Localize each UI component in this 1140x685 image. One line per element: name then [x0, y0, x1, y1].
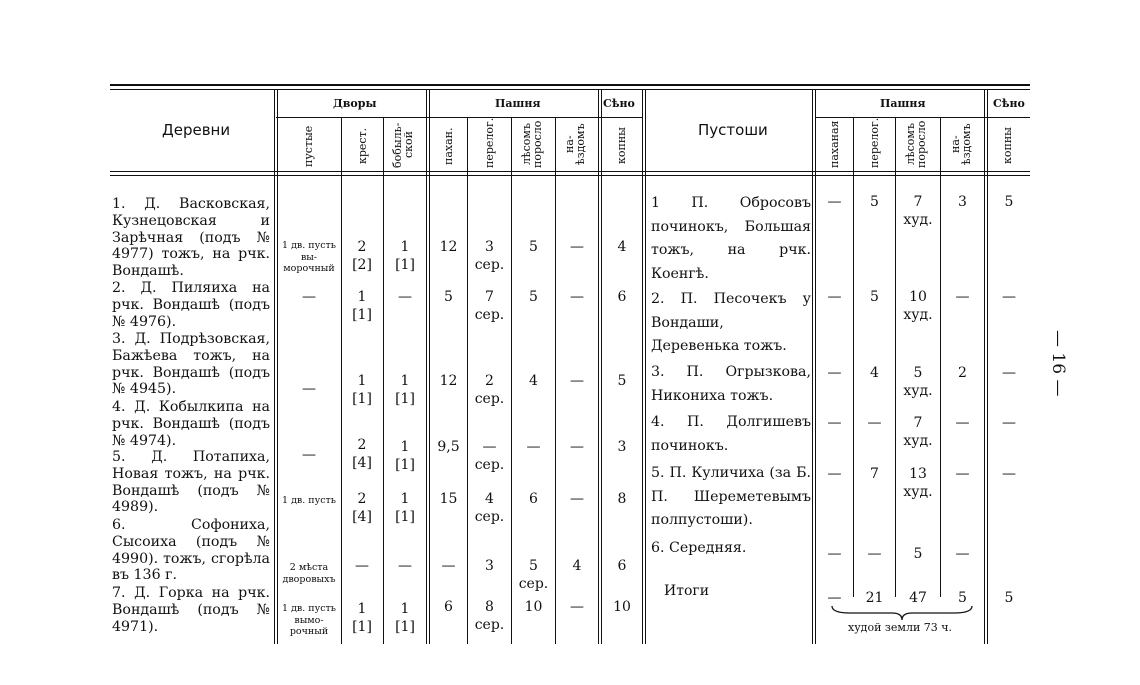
cell-forest: 5 сер. [518, 558, 549, 592]
cell-forest: 7 худ. [903, 415, 933, 449]
cell-plowed: 5 [444, 289, 453, 305]
sub-header-plowed-2: паханая [828, 120, 841, 168]
cell-plowed: — [827, 546, 842, 562]
cell-hay: 3 [617, 439, 627, 455]
cell-hay: 10 [613, 599, 631, 615]
page-number: — 16 — [1048, 330, 1068, 397]
total-hay: 5 [1004, 590, 1014, 606]
cell-fallow: — сер. [474, 439, 505, 473]
wasteland-name: 1 П. Обросовъ починокъ, Большая тожъ, на рчк. Коенгѣ. [651, 195, 811, 282]
cell-empty: — [302, 381, 316, 397]
total-forest: 47 [909, 590, 927, 606]
cell-plowed: 12 [439, 239, 458, 255]
cell-bobyl: 1 [1] [395, 601, 415, 635]
header-rule2 [110, 175, 1030, 176]
cell-hay: — [1002, 289, 1016, 305]
group-rule-right [815, 117, 1030, 118]
cell-hay: 4 [617, 239, 627, 255]
cell-plowed: — [827, 365, 842, 381]
col-line [598, 89, 599, 644]
cell-hay: — [1002, 365, 1016, 381]
wasteland-name: 2. П. Песочекъ у Вондаши, Деревенька тожъ. [651, 291, 811, 354]
cell-ridden: — [955, 466, 970, 482]
col-line [642, 89, 643, 644]
cell-fallow: 3 сер. [474, 239, 505, 273]
cell-forest: — [526, 439, 541, 455]
cell-plowed: — [827, 289, 842, 305]
cell-ridden: — [570, 239, 584, 255]
header-seno-2: Сѣно [993, 97, 1025, 110]
village-name: 1. Д. Васковская, Кузнецовская и Зарѣчная (подъ № 4977) тожъ, на рчк. Вондашѣ. [112, 196, 270, 280]
cell-forest: 10 [524, 599, 543, 615]
cell-ridden: 4 [572, 558, 582, 574]
cell-fallow: 4 сер. [474, 491, 505, 525]
sub-header-forest-2: лѣсомъ поросло [904, 120, 928, 168]
village-name: 7. Д. Горка на рчк. Вондашѣ (подъ № 4971). [112, 585, 270, 635]
cell-hay: 6 [617, 558, 627, 574]
cell-forest: 10 худ. [903, 289, 933, 323]
cell-forest: 6 [529, 491, 538, 507]
cell-bobyl: 1 [1] [395, 439, 415, 473]
sub-header-fallow: перелог. [483, 117, 496, 168]
totals-note: худой земли 73 ч. [848, 621, 953, 634]
cell-peasant: 2 [2] [352, 239, 372, 273]
cell-fallow: 8 сер. [474, 599, 505, 633]
header-dvory: Дворы [333, 97, 377, 110]
sub-header-empty: пустые [302, 125, 315, 167]
cell-bobyl: 1 [1] [395, 373, 415, 407]
col-line [812, 89, 813, 644]
village-name: 5. Д. Потапиха, Новая тожъ, на рчк. Вондашѣ (подъ № 4989). [112, 449, 270, 516]
top-rule-thin [110, 89, 1030, 90]
cell-forest: 5 [529, 239, 538, 255]
totals-label: Итоги [664, 583, 710, 599]
cell-fallow: 4 [870, 365, 879, 381]
cell-hay: 5 [617, 373, 627, 389]
totals-brace [830, 604, 975, 622]
cell-empty: — [302, 289, 316, 305]
cell-bobyl: 1 [1] [395, 239, 415, 273]
cell-plowed: 9,5 [437, 439, 460, 455]
header-pashnya-2: Пашня [880, 97, 926, 110]
cell-ridden: — [955, 289, 970, 305]
total-fallow: 21 [865, 590, 884, 606]
cell-plowed: 15 [439, 491, 458, 507]
col-line [895, 117, 896, 597]
cell-forest: 7 худ. [903, 194, 933, 228]
cell-fallow: 2 сер. [474, 373, 505, 407]
cell-ridden: — [570, 491, 584, 507]
cell-ridden: 3 [958, 194, 967, 210]
wasteland-name: 4. П. Долгишевъ починокъ. [651, 414, 811, 454]
cell-plowed: — [827, 415, 842, 431]
cell-fallow: 5 [870, 289, 879, 305]
cell-bobyl: 1 [1] [395, 491, 415, 525]
sub-header-bobyl: бобыль-ской [391, 122, 415, 168]
top-rule [110, 84, 1030, 86]
sub-header-hay: копны [615, 127, 628, 165]
cell-peasant: 1 [1] [352, 289, 372, 323]
header-pashnya: Пашня [495, 97, 541, 110]
cell-empty: 1 дв. пусть вымо-рочный [282, 603, 336, 637]
cell-fallow: — [867, 415, 882, 431]
col-line [984, 89, 985, 644]
cell-plowed: 6 [444, 599, 453, 615]
header-wastelands: Пустоши [698, 121, 768, 139]
sub-header-plowed: пахан. [442, 127, 455, 165]
cell-forest: 5 [913, 546, 923, 562]
cell-ridden: — [955, 415, 970, 431]
cell-hay: 8 [617, 491, 627, 507]
header-seno: Сѣно [603, 97, 635, 110]
wasteland-name: 5. П. Куличиха (за Б. П. Шереметевымъ полпустоши). [651, 465, 811, 528]
cell-bobyl: — [398, 289, 412, 305]
group-rule-left [276, 117, 642, 118]
cell-plowed: 12 [439, 373, 458, 389]
cell-peasant: — [355, 558, 369, 574]
col-line [853, 117, 854, 597]
cell-forest: 13 худ. [903, 466, 933, 500]
cell-peasant: 1 [1] [352, 373, 372, 407]
village-name: 3. Д. Подрѣзовская, Бажѣева тожъ, на рчк. Вондашѣ (подъ № 4945). [112, 331, 270, 398]
cell-ridden: — [570, 289, 584, 305]
sub-header-hay-2: копны [1001, 127, 1014, 165]
wasteland-name: 6. Середняя. [651, 540, 747, 556]
sub-header-ridden: на-ѣздомъ [563, 123, 587, 165]
cell-ridden: — [955, 546, 970, 562]
cell-empty: — [302, 447, 316, 463]
cell-hay: 5 [1004, 194, 1014, 210]
wasteland-name: 3. П. Огрызкова, Никониха тожъ. [651, 364, 811, 404]
sub-header-ridden-2: на-ѣздомъ [949, 123, 973, 165]
header-rule [110, 171, 1030, 172]
cell-bobyl: — [398, 558, 412, 574]
village-name: 4. Д. Кобылкипа на рчк. Вондашѣ (подъ № 4974). [112, 399, 270, 449]
cell-fallow: 7 сер. [474, 289, 505, 323]
cell-fallow: 3 [485, 558, 494, 574]
cell-forest: 5 [529, 289, 538, 305]
sub-header-fallow-2: перелог. [868, 117, 881, 168]
cell-peasant: 2 [4] [352, 491, 372, 525]
cell-forest: 4 [529, 373, 538, 389]
cell-peasant: 1 [1] [352, 601, 372, 635]
cell-ridden: — [570, 373, 584, 389]
col-line [645, 89, 646, 644]
cell-ridden: 2 [958, 365, 967, 381]
sub-header-forest: лѣсомъ поросло [520, 120, 544, 168]
cell-fallow: 7 [870, 466, 879, 482]
col-line [274, 89, 275, 644]
village-name: 6. Софониха, Сысоиха (подъ № 4990). тожъ, сгорѣла въ 136 г. [112, 517, 270, 584]
header-villages: Деревни [162, 121, 231, 139]
cell-empty: 1 дв. пусть [282, 495, 336, 506]
total-plowed: — [827, 590, 842, 606]
col-line [426, 89, 427, 644]
cell-plowed: — [827, 194, 842, 210]
cell-ridden: — [570, 439, 584, 455]
sub-header-peasant: крест. [356, 127, 369, 165]
cell-hay: — [1002, 415, 1016, 431]
cell-empty: 2 мѣста дворовыхъ [282, 562, 336, 585]
cell-plowed: — [441, 558, 456, 574]
cell-ridden: — [570, 599, 584, 615]
cell-fallow: — [867, 546, 882, 562]
cell-empty: 1 дв. пусть вы-морочный [282, 240, 336, 274]
col-line [940, 117, 941, 597]
cell-forest: 5 худ. [903, 365, 933, 399]
cell-peasant: 2 [4] [352, 437, 372, 471]
col-line [277, 89, 278, 644]
total-ridden: 5 [958, 590, 967, 606]
cell-hay: — [1002, 466, 1016, 482]
village-name: 2. Д. Пиляиха на рчк. Вондашѣ (подъ № 4976). [112, 280, 270, 330]
cell-fallow: 5 [870, 194, 879, 210]
cell-plowed: — [827, 466, 842, 482]
cell-hay: 6 [617, 289, 627, 305]
